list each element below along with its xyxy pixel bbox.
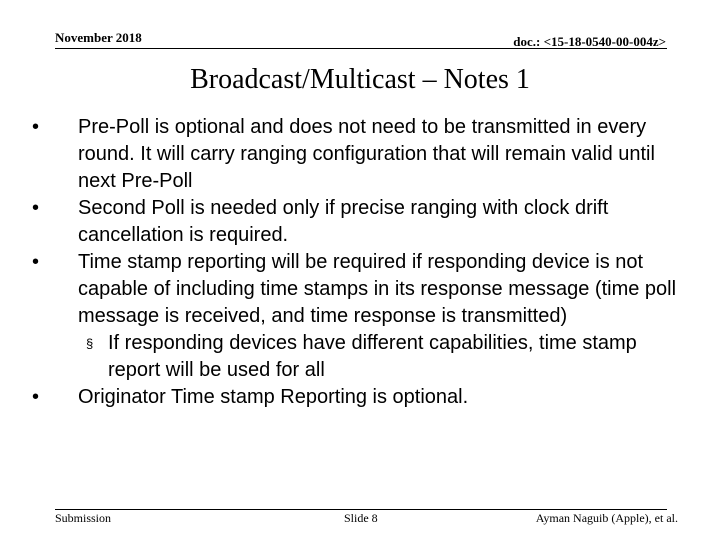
bullet-item-second-poll [30,195,690,249]
bullet-item-pre-poll [30,114,690,195]
header-date: November 2018 [55,30,142,45]
bullet-icon: • [32,386,40,408]
bullet-icon: • [32,197,40,219]
footer-slide-number: Slide 8 [344,511,378,525]
footer-submission: Submission [55,511,112,525]
bullet-item-time-stamp-reporting [30,249,690,384]
bullet-icon: • [32,116,40,138]
bullet-item-originator-reporting [30,384,690,411]
bullet-text: Originator Time stamp Reporting is optional. [78,386,469,408]
header-divider [55,48,667,49]
sub-bullet-item-capabilities [78,330,690,384]
square-bullet-icon: § [86,336,94,351]
bullet-list [30,114,690,411]
footer-author: Ayman Naguib (Apple), et al. [535,511,678,525]
slide-title: Broadcast/Multicast – Notes 1 [190,64,530,95]
header-doc-id: doc.: <15-18-0540-00-004z> [513,34,666,49]
footer-divider [55,509,667,510]
sub-bullet-list [78,330,690,384]
sub-bullet-text: If responding devices have different capabilities, time stamp report will be used for all [108,332,637,381]
bullet-text: Pre-Poll is optional and does not need to be transmitted in every round. It will carry ranging configuration that will remain valid until next Pre-Poll [78,116,655,192]
bullet-text: Second Poll is needed only if precise ranging with clock drift cancellation is required. [78,197,609,246]
bullet-icon: • [32,251,40,273]
bullet-text: Time stamp reporting will be required if responding device is not capable of including time stamps in its response message (time poll message is received, and time response is transmitted) [78,251,677,327]
